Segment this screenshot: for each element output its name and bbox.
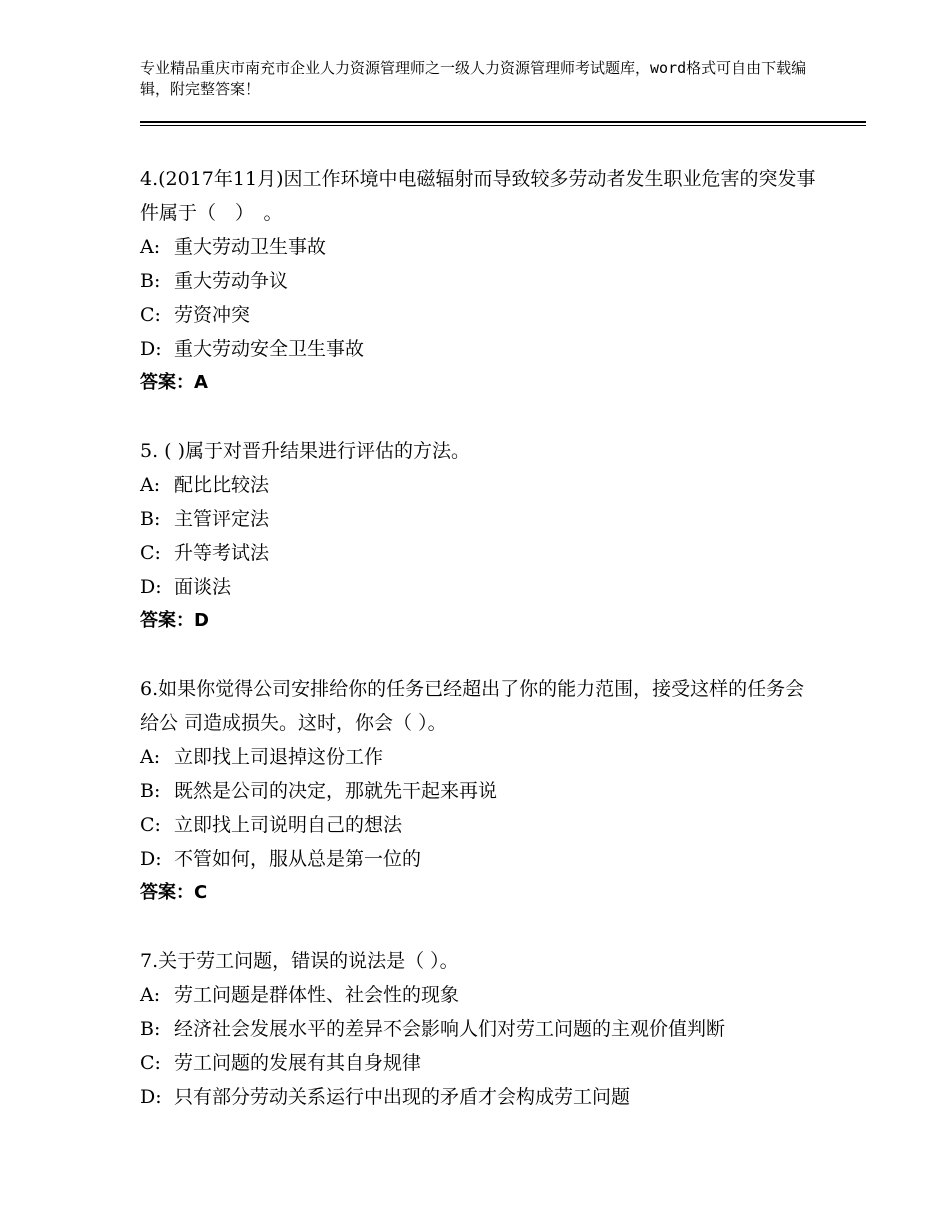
option-letter: A: xyxy=(140,474,161,496)
option-d xyxy=(140,842,820,876)
option-text: 立即找上司退掉这份工作 xyxy=(174,746,384,768)
option-c xyxy=(140,536,820,570)
option-b xyxy=(140,1012,820,1046)
answer-line: 答案：D xyxy=(140,610,209,631)
option-b xyxy=(140,264,820,298)
option-letter: D: xyxy=(140,1086,162,1108)
question-7 xyxy=(140,944,820,1114)
option-d xyxy=(140,570,820,604)
option-letter: C: xyxy=(140,542,161,564)
question-5 xyxy=(140,434,820,638)
option-text: 面谈法 xyxy=(174,576,232,598)
option-text: 重大劳动卫生事故 xyxy=(174,236,327,258)
option-letter: B: xyxy=(140,270,161,292)
option-letter: B: xyxy=(140,780,161,802)
option-text: 配比比较法 xyxy=(174,474,270,496)
option-text: 经济社会发展水平的差异不会影响人们对劳工问题的主观价值判断 xyxy=(174,1018,726,1040)
option-letter: B: xyxy=(140,508,161,530)
question-stem: 7.关于劳工问题，错误的说法是（ ）。 xyxy=(140,950,459,972)
option-letter: C: xyxy=(140,1052,161,1074)
question-stem: 5. ( )属于对晋升结果进行评估的方法。 xyxy=(140,440,471,462)
option-letter: C: xyxy=(140,814,161,836)
option-d xyxy=(140,1080,820,1114)
document-header: 专业精品重庆市南充市企业人力资源管理师之一级人力资源管理师考试题库，word格式可自由下载编辑，附完整答案！ xyxy=(140,59,807,98)
question-stem: 6.如果你觉得公司安排给你的任务已经超出了你的能力范围，接受这样的任务会给公 司造成损失。这时，你会（ ）。 xyxy=(140,678,805,734)
option-text: 不管如何，服从总是第一位的 xyxy=(174,848,422,870)
option-text: 重大劳动安全卫生事故 xyxy=(174,338,365,360)
option-a xyxy=(140,978,820,1012)
option-d xyxy=(140,332,820,366)
option-text: 升等考试法 xyxy=(174,542,270,564)
option-letter: C: xyxy=(140,304,161,326)
option-text: 劳工问题的发展有其自身规律 xyxy=(174,1052,422,1074)
question-stem: 4.(2017年11月)因工作环境中电磁辐射而导致较多劳动者发生职业危害的突发事件属于（ ） 。 xyxy=(140,168,816,224)
option-text: 劳工问题是群体性、社会性的现象 xyxy=(174,984,460,1006)
option-b xyxy=(140,774,820,808)
header-divider-thin xyxy=(140,125,866,126)
option-b xyxy=(140,502,820,536)
option-letter: D: xyxy=(140,576,162,598)
option-text: 重大劳动争议 xyxy=(174,270,289,292)
option-c xyxy=(140,1046,820,1080)
option-letter: A: xyxy=(140,984,161,1006)
option-a xyxy=(140,468,820,502)
option-letter: A: xyxy=(140,746,161,768)
option-c xyxy=(140,808,820,842)
answer-line: 答案：A xyxy=(140,372,208,393)
answer-line: 答案：C xyxy=(140,882,208,903)
option-a xyxy=(140,740,820,774)
question-6 xyxy=(140,672,820,910)
question-4 xyxy=(140,162,820,400)
option-text: 主管评定法 xyxy=(174,508,270,530)
option-letter: A: xyxy=(140,236,161,258)
option-text: 只有部分劳动关系运行中出现的矛盾才会构成劳工问题 xyxy=(174,1086,631,1108)
option-a xyxy=(140,230,820,264)
option-text: 既然是公司的决定，那就先干起来再说 xyxy=(174,780,498,802)
option-c xyxy=(140,298,820,332)
option-letter: D: xyxy=(140,338,162,360)
option-letter: D: xyxy=(140,848,162,870)
option-letter: B: xyxy=(140,1018,161,1040)
option-text: 立即找上司说明自己的想法 xyxy=(174,814,403,836)
question-list xyxy=(140,162,820,1148)
header-divider-thick xyxy=(140,121,866,123)
option-text: 劳资冲突 xyxy=(174,304,251,326)
